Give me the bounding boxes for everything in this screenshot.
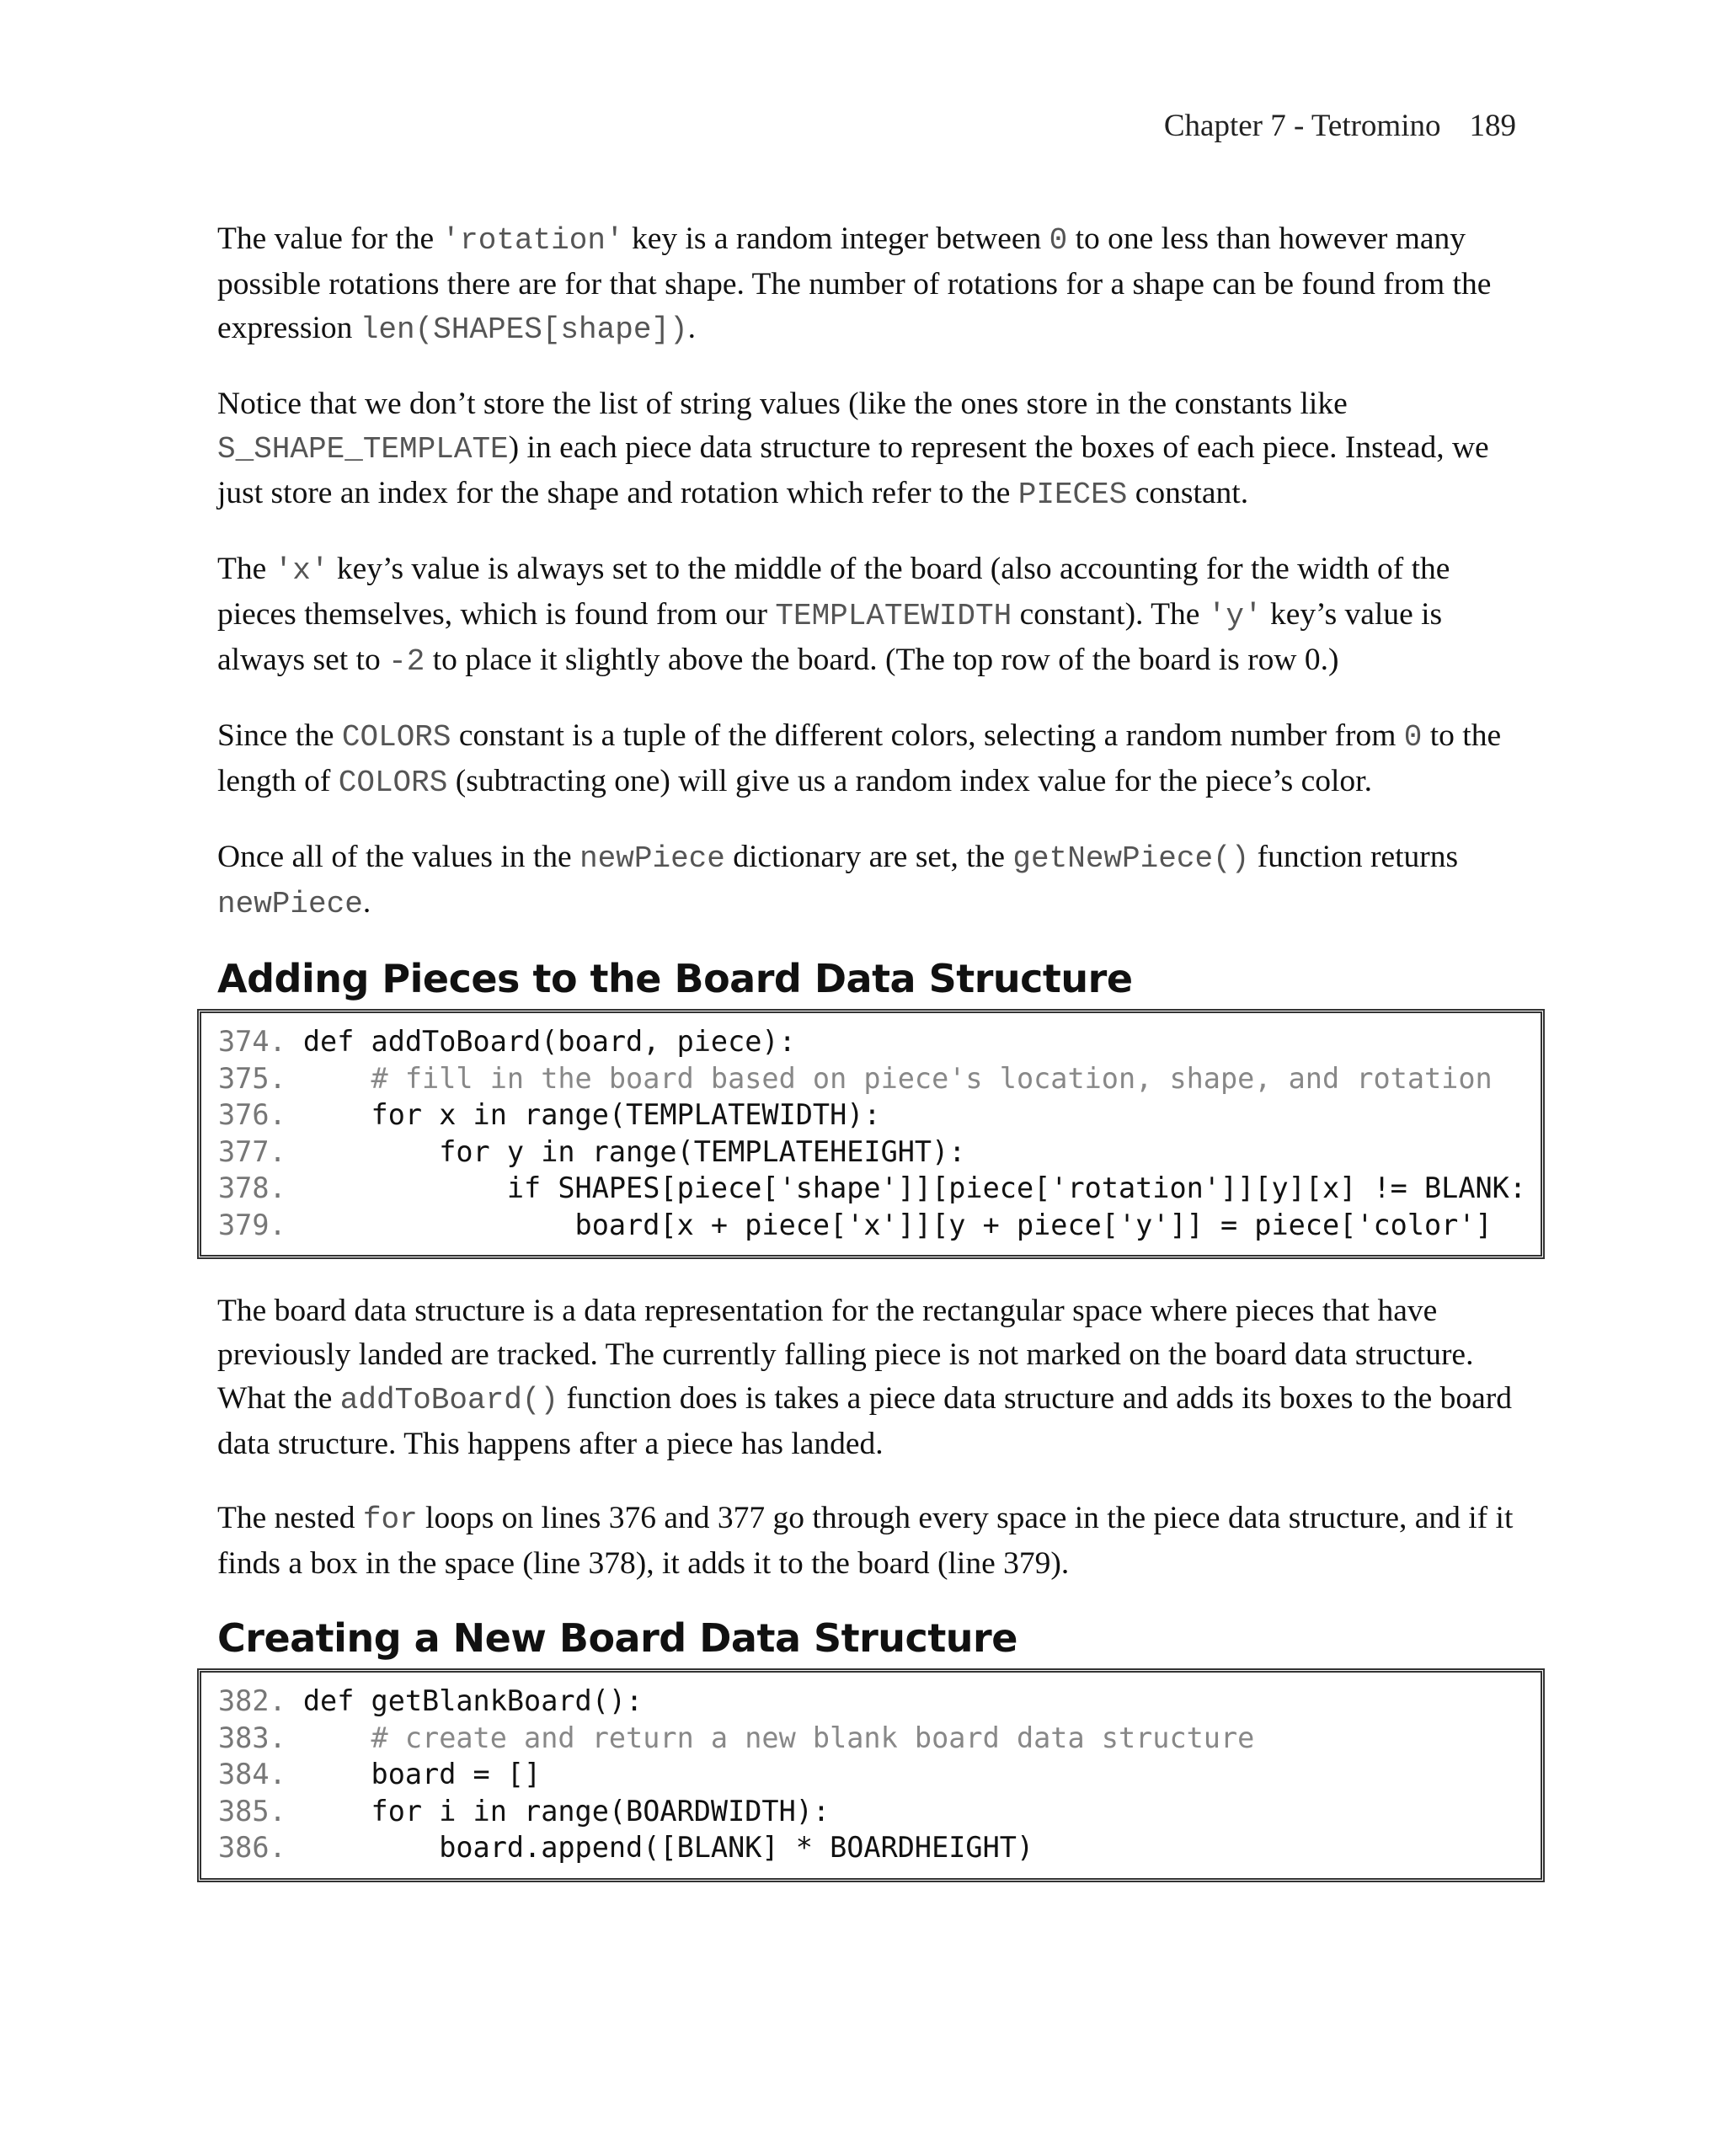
page-content: [217, 217, 1527, 1913]
code-line: [218, 1683, 1524, 1720]
text-run: The board data structure is a data representation for the rectangular space where pieces that have previously landed are tracked. The currently falling piece is not marked on the board data structure. What the: [217, 1294, 1474, 1416]
code-text: [286, 1062, 371, 1095]
text-run: Once all of the values in the: [217, 840, 580, 874]
code-line: [218, 1207, 1524, 1244]
inline-code: -2: [388, 644, 425, 679]
text-run: function does is takes a piece data structure and adds its boxes to the board data structure. This happens after a piece has landed.: [217, 1381, 1512, 1461]
text-run: function returns: [1249, 840, 1459, 874]
code-text: def getBlankBoard():: [286, 1684, 644, 1717]
text-run: to the length of: [217, 718, 1502, 798]
inline-code: 'x': [274, 553, 329, 588]
code-listing-get-blank-board: [197, 1668, 1545, 1882]
paragraph: [217, 217, 1523, 352]
code-line: [218, 1134, 1524, 1171]
section1-paragraphs: [217, 1289, 1523, 1586]
inline-code: 0: [1403, 720, 1423, 755]
line-number: 376.: [218, 1098, 286, 1131]
code-line: [218, 1720, 1524, 1757]
page-number: 189: [1469, 109, 1516, 143]
line-number: 377.: [218, 1134, 286, 1168]
code-text: [286, 1721, 371, 1754]
text-run: Notice that we don’t store the list of string values (like the ones store in the constants like: [217, 387, 1348, 421]
paragraph: [217, 714, 1523, 805]
inline-code: len(SHAPES[shape]): [360, 312, 688, 347]
text-run: loops on lines 376 and 377 go through every space in the piece data structure, and if it finds a box in the space (line 378), it adds it to the board (line 379).: [217, 1501, 1514, 1581]
inline-code: 'y': [1207, 599, 1263, 633]
inline-code: S_SHAPE_TEMPLATE: [217, 432, 509, 467]
running-header: [1164, 108, 1516, 144]
inline-code: 0: [1049, 223, 1068, 258]
code-comment: # fill in the board based on piece's location, shape, and rotation: [371, 1061, 1493, 1095]
text-run: constant). The: [1012, 597, 1208, 632]
code-listing-add-to-board: [197, 1009, 1545, 1259]
code-text: for x in range(TEMPLATEWIDTH):: [286, 1098, 881, 1131]
text-run: The: [217, 552, 275, 586]
section-heading-creating-board: Creating a New Board Data Structure: [217, 1615, 1017, 1661]
chapter-title: Chapter 7 - Tetromino: [1163, 109, 1441, 143]
code-line: [218, 1060, 1524, 1097]
inline-code: newPiece: [579, 841, 725, 876]
line-number: 383.: [218, 1721, 286, 1754]
code-line: [218, 1097, 1524, 1134]
inline-code: COLORS: [341, 720, 451, 755]
text-run: to one less than however many possible rotations there are for that shape. The number of rotations for a shape can be found from the expression: [217, 221, 1492, 345]
inline-code: COLORS: [338, 766, 448, 800]
text-run: The value for the: [217, 221, 442, 256]
text-run: .: [362, 885, 371, 920]
code-text: def addToBoard(board, piece):: [286, 1025, 796, 1058]
text-run: key is a random integer between: [623, 221, 1049, 256]
code-text: if SHAPES[piece['shape']][piece['rotation']][y][x] != BLANK:: [286, 1171, 1527, 1204]
code-text: board[x + piece['x']][y + piece['y']] = piece['color']: [286, 1208, 1493, 1241]
line-number: 374.: [218, 1025, 286, 1058]
line-number: 378.: [218, 1171, 286, 1204]
section-heading-adding-pieces: Adding Pieces to the Board Data Structure: [217, 956, 1133, 1001]
line-number: 375.: [218, 1061, 286, 1095]
paragraph: [217, 835, 1523, 926]
line-number: 385.: [218, 1794, 286, 1828]
line-number: 386.: [218, 1831, 286, 1864]
inline-code: TEMPLATEWIDTH: [775, 599, 1012, 633]
inline-code: addToBoard(): [339, 1383, 559, 1417]
intro-paragraphs: [217, 217, 1523, 926]
text-run: key’s value is always set to the middle of the board (also accounting for the width of the pieces themselves, which is found from our: [217, 552, 1450, 632]
line-number: 379.: [218, 1208, 286, 1241]
code-text: for i in range(BOARDWIDTH):: [286, 1794, 830, 1828]
code-text: board.append([BLANK] * BOARDHEIGHT): [286, 1831, 1034, 1864]
text-run: .: [687, 311, 697, 345]
code-line: [218, 1023, 1524, 1060]
code-line: [218, 1793, 1524, 1830]
paragraph: [217, 547, 1523, 684]
code-text: board = []: [286, 1758, 542, 1790]
inline-code: getNewPiece(): [1012, 841, 1250, 876]
text-run: key’s value is always set to: [217, 597, 1443, 677]
paragraph: [217, 1497, 1523, 1586]
text-run: to place it slightly above the board. (The top row of the board is row 0.): [425, 643, 1339, 677]
paragraph: [217, 382, 1523, 517]
text-run: The nested: [217, 1501, 363, 1535]
code-comment: # create and return a new blank board data structure: [371, 1721, 1255, 1754]
text-run: constant.: [1127, 476, 1249, 510]
text-run: ) in each piece data structure to represent the boxes of each piece. Instead, we just store an index for the shape and rotation which refer to the: [217, 430, 1489, 510]
inline-code: newPiece: [217, 887, 363, 921]
text-run: Since the: [217, 718, 342, 753]
text-run: (subtracting one) will give us a random index value for the piece’s color.: [447, 764, 1372, 798]
code-text: for y in range(TEMPLATEHEIGHT):: [286, 1134, 966, 1168]
inline-code: 'rotation': [441, 223, 624, 258]
paragraph: [217, 1289, 1523, 1466]
inline-code: PIECES: [1017, 478, 1128, 512]
code-line: [218, 1829, 1524, 1866]
code-line: [218, 1170, 1527, 1207]
line-number: 382.: [218, 1684, 286, 1717]
text-run: constant is a tuple of the different colors, selecting a random number from: [451, 718, 1404, 753]
code-line: [218, 1756, 1524, 1793]
line-number: 384.: [218, 1758, 286, 1790]
inline-code: for: [362, 1502, 418, 1537]
text-run: dictionary are set, the: [724, 840, 1013, 874]
